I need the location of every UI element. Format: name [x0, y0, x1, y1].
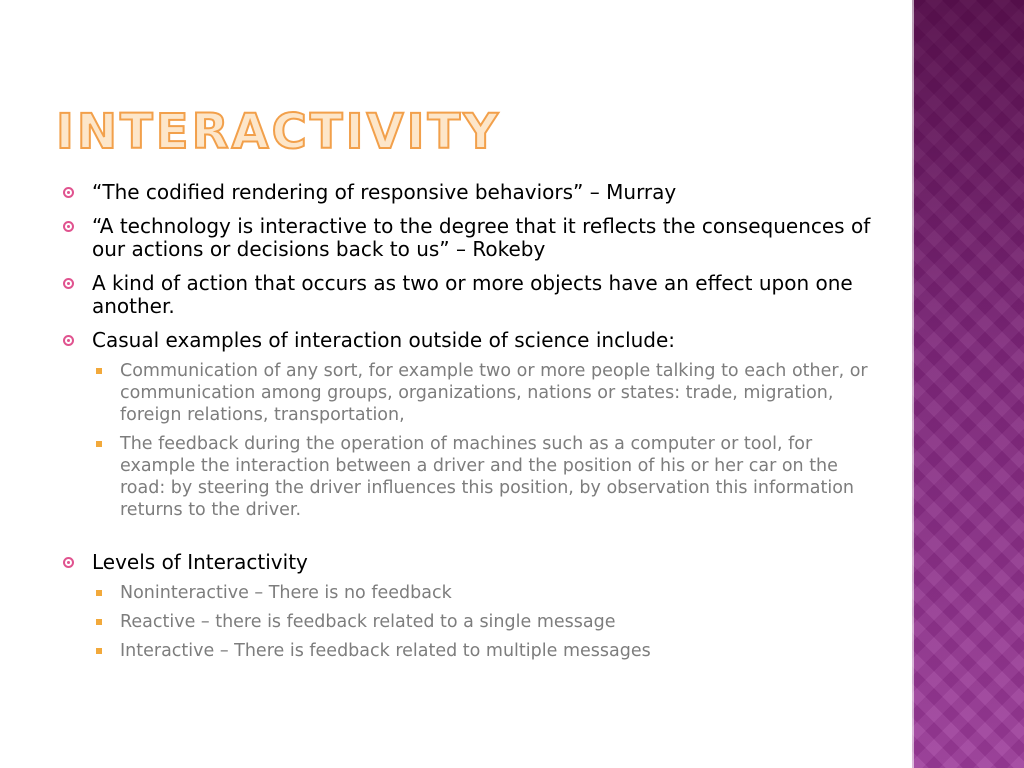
circle-dot-bullet-icon	[63, 187, 74, 198]
circle-dot-bullet-icon	[63, 335, 74, 346]
bullet-text: “A technology is interactive to the degree that it reflects the consequences of our actions or decisions back to us” – Rokeby	[92, 214, 871, 261]
circle-dot-bullet-icon	[63, 278, 74, 289]
square-bullet-icon	[96, 648, 102, 654]
list-item	[62, 329, 882, 521]
bullet-text: Casual examples of interaction outside of science include:	[92, 328, 676, 352]
sub-bullet-text: Communication of any sort, for example two or more people talking to each other, or communication among groups, organizations, nations or states: trade, migration, foreign relations, transportation,	[120, 361, 868, 425]
sub-list-item	[92, 360, 882, 426]
sub-bullet-text: Noninteractive – There is no feedback	[120, 583, 452, 603]
list-item	[62, 551, 882, 662]
bullet-text: Levels of Interactivity	[92, 550, 308, 574]
sub-list-item	[92, 611, 882, 633]
sub-list-item	[92, 582, 882, 604]
list-item	[62, 272, 882, 318]
circle-dot-bullet-icon	[63, 557, 74, 568]
list-item	[62, 215, 882, 261]
sub-list-item	[92, 433, 882, 521]
sub-bullet-list	[92, 360, 882, 521]
bullet-list	[62, 181, 882, 662]
bullet-text: “The codified rendering of responsive behaviors” – Murray	[92, 180, 677, 204]
square-bullet-icon	[96, 619, 102, 625]
bullet-text: A kind of action that occurs as two or more objects have an effect upon one another.	[92, 271, 853, 318]
square-bullet-icon	[96, 368, 102, 374]
list-item	[62, 181, 882, 204]
sub-list-item	[92, 640, 882, 662]
square-bullet-icon	[96, 441, 102, 447]
sub-bullet-text: The feedback during the operation of machines such as a computer or tool, for example the interaction between a driver and the position of his or her car on the road: by steering the driver influences this position, by observation this information returns to the driver.	[120, 434, 855, 520]
circle-dot-bullet-icon	[63, 221, 74, 232]
slide-title: INTERACTIVITY	[56, 104, 502, 160]
sub-bullet-text: Reactive – there is feedback related to a single message	[120, 612, 616, 632]
sub-bullet-text: Interactive – There is feedback related to multiple messages	[120, 641, 651, 661]
decorative-side-panel	[912, 0, 1024, 768]
sub-bullet-list	[92, 582, 882, 662]
slide-content	[62, 181, 882, 673]
square-bullet-icon	[96, 590, 102, 596]
